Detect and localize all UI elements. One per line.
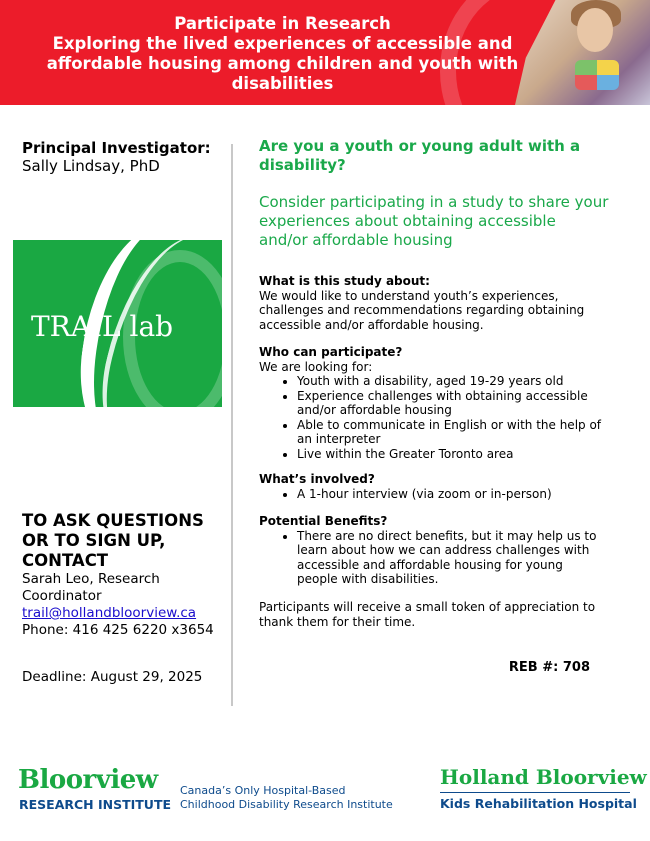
- about-heading: What is this study about:: [259, 274, 430, 288]
- eligibility-section: [259, 345, 604, 461]
- contact-phone: Phone: 416 425 6220 x3654: [22, 622, 214, 638]
- eligibility-intro: We are looking for:: [259, 359, 373, 374]
- tagline-line-1: Canada’s Only Hospital-Based: [180, 784, 346, 797]
- eligibility-list: [259, 374, 604, 461]
- investigator-name: Sally Lindsay, PhD: [22, 157, 160, 175]
- involved-list: [259, 487, 604, 502]
- list-item: • Live within the Greater Toronto area: [297, 447, 604, 462]
- list-item: • Youth with a disability, aged 19-29 years old: [297, 374, 604, 389]
- column-divider: [231, 144, 233, 706]
- banner-line-3: affordable housing among children and youth with: [46, 54, 519, 73]
- kids-rehab-text: Kids Rehabilitation Hospital: [440, 796, 637, 811]
- about-section: [259, 274, 604, 332]
- contact-name: Sarah Leo, Research Coordinator: [22, 571, 160, 604]
- list-item: • Experience challenges with obtaining accessible and/or affordable housing: [297, 389, 604, 418]
- photo-face: [577, 8, 613, 52]
- bloorview-logo-text: Bloorview: [18, 765, 158, 795]
- contact-email-link[interactable]: trail@hollandbloorview.ca: [22, 605, 197, 621]
- eligibility-heading: Who can participate?: [259, 345, 403, 359]
- involved-section: [259, 472, 604, 501]
- benefits-section: [259, 514, 604, 587]
- intro-question: Are you a youth or young adult with a disability?: [259, 137, 581, 174]
- photo-toy: [575, 60, 619, 90]
- contact-heading: TO ASK QUESTIONS OR TO SIGN UP, CONTACT: [22, 511, 204, 570]
- trail-lab-logo-text: TRAIL lab: [31, 310, 174, 343]
- banner-line-1: Participate in Research: [174, 14, 391, 33]
- header-banner: [0, 0, 650, 105]
- deadline: Deadline: August 29, 2025: [22, 669, 203, 685]
- investigator-label: Principal Investigator:: [22, 139, 211, 157]
- trail-lab-logo: [13, 240, 222, 407]
- holland-bloorview-logo-text: Holland Bloorview: [440, 765, 647, 789]
- research-institute-text: RESEARCH INSTITUTE: [19, 797, 172, 812]
- benefits-list: [259, 529, 604, 587]
- contact-block: [22, 571, 227, 639]
- appreciation-text: Participants will receive a small token of appreciation to thank them for their time.: [259, 600, 596, 629]
- list-item: • There are no direct benefits, but it may help us to learn about how we can address challenges with accessible and affordable housing for young people with disabilities.: [297, 529, 604, 587]
- banner-line-2: Exploring the lived experiences of accessible and: [52, 34, 513, 53]
- banner-title: [0, 14, 565, 94]
- holland-logo-rule: [440, 792, 630, 793]
- list-item: • Able to communicate in English or with the help of an interpreter: [297, 418, 604, 447]
- benefits-heading: Potential Benefits?: [259, 514, 388, 528]
- intro-subtitle: Consider participating in a study to share your experiences about obtaining accessible and/or affordable housing: [259, 193, 609, 249]
- tagline-line-2: Childhood Disability Research Institute: [180, 798, 393, 811]
- about-text: We would like to understand youth’s experiences, challenges and recommendations regarding obtaining accessible and/or affordable housing.: [259, 288, 585, 332]
- list-item: • A 1-hour interview (via zoom or in-person): [297, 487, 604, 502]
- banner-line-4: disabilities: [231, 74, 334, 93]
- reb-number: REB #: 708: [508, 660, 590, 675]
- tagline: [180, 784, 393, 812]
- involved-heading: What’s involved?: [259, 472, 375, 486]
